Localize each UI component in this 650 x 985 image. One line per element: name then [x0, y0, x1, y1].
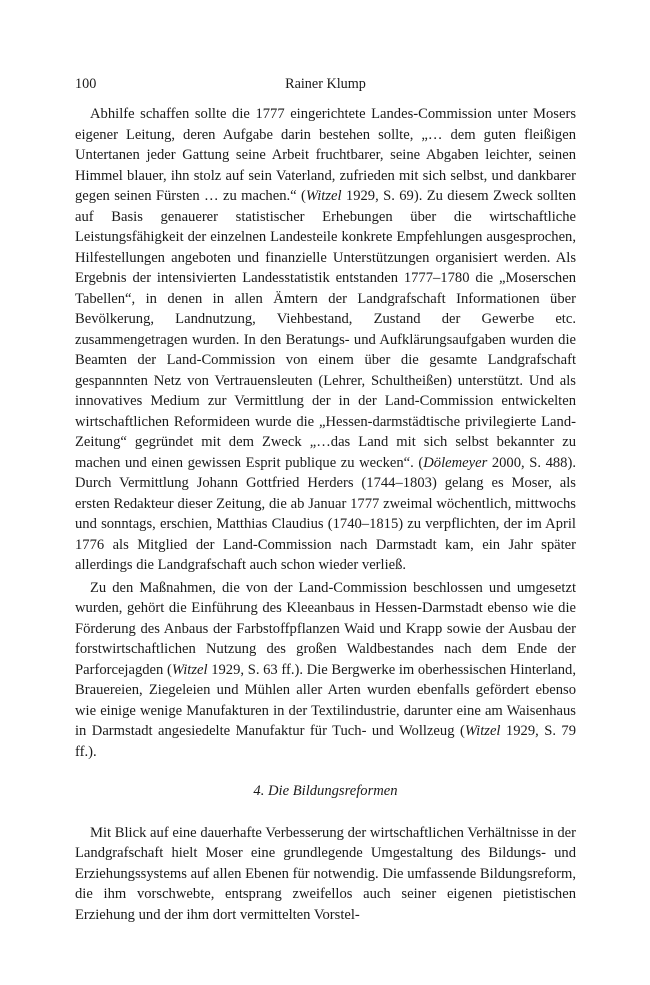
text-run: 1929, S. 63 ff.). Die Bergwerke im oberhessischen Hinterland, Brauereien, Ziegeleien und Mühlen aller Arten wurden ebenfalls gefördert ebenso wie einige wenige Manufakturen in der Textilindustrie, darunter eine am Waisenhaus in Darmstadt angesiedelte Manufaktur für Tuch- und Wollzeug ( [75, 661, 576, 739]
section-heading: 4. Die Bildungsreformen [253, 783, 398, 799]
paragraph [75, 578, 576, 763]
cited-author: Dölemeyer [423, 454, 488, 471]
text-run: Zu den Maßnahmen, die von der Land-Commission beschlossen und umgesetzt wurden, gehört die Einführung des Kleeanbaus in Hessen-Darmstadt ebenso wie die Förderung des Anbaus der Farbstoffpflanzen Waid und Krapp sowie der Ausbau der forstwirtschaftlichen Nutzung des großen Waldbestandes nach dem Ende der Parforcejagden ( [75, 579, 576, 678]
page-header [75, 74, 576, 94]
page-number: 100 [75, 76, 97, 92]
text-run: 1929, S. 69). Zu diesem Zweck sollten auf Basis genauerer statistischer Erhebungen über die wirtschaftliche Leistungsfähigkeit der einzelnen Landesteile konkrete Empfehlungen ausgesprochen, Hilfestellungen angeboten und finanzielle Unterstützungen organisiert werden. Als Ergebnis der intensivierten Landesstatistik entstanden 1777–1780 die „Moserschen Tabellen“, in denen in allen Ämtern der Landgrafschaft Informationen über Bevölkerung, Landnutzung, Viehbestand, Zustand der Gewerbe etc. zusammengetragen wurden. In den Beratungs- und Aufklärungsaufgaben wurden die Beamten der Land-Commission von einem über die gesamte Landgrafschaft gespannnten Netz von Vertrauensleuten (Lehrer, Schultheißen) unterstützt. Und als innovatives Medium zur Vermittlung der in der Land-Commission entwickelten wirtschaftlichen Reformideen wurde die „Hessen-darmstädtische privilegierte Land-Zeitung“ gegründet mit dem Zweck „…das Land mit sich selbst bekannter zu machen und einen gewissen Esprit publique zu wecken“. ( [75, 188, 576, 471]
text-run: Mit Blick auf eine dauerhafte Verbesserung der wirtschaftlichen Verhältnisse in der Landgrafschaft hielt Moser eine grundlegende Umgestaltung des Bildungs- und Erziehungssystems auf allen Ebenen für notwendig. Die umfassende Bildungsreform, die ihm vorschwebte, entsprang zweifellos auch seiner eigenen pietistischen Erziehung und der ihm dort vermittelten Vorstel- [75, 824, 576, 923]
page [75, 0, 576, 925]
cited-author: Witzel [464, 723, 501, 739]
paragraph [75, 104, 576, 576]
cited-author: Witzel [305, 188, 342, 204]
text-run: 1929, S. 79 ff.). [75, 723, 576, 760]
text-run: 2000, S. 488). Durch Vermittlung Johann Gottfried Herders (1744–1803) gelang es Moser, als ersten Redakteur dieser Zeitung, die ab Januar 1777 zweimal wöchentlich, mittwochs und sonntags, erschien, Matthias Claudius (1740–1815) zu verpflichten, der im April 1776 als Mitglied der Land-Commission nach Darmstadt kam, ein Jahr später allerdings die Landgrafschaft auch schon wieder verließ. [75, 454, 576, 573]
cited-author: Witzel [171, 661, 208, 678]
page-body [75, 104, 576, 925]
paragraph [75, 823, 576, 926]
running-head: Rainer Klump [285, 76, 366, 92]
text-run: Abhilfe schaffen sollte die 1777 eingerichtete Landes-Commission unter Mosers eigener Leitung, deren Aufgabe darin bestehen sollte, „… dem guten fleißigen Untertanen jeder Gattung seine Arbeit fruchtbarer, seine Abgaben leichter, seinen Himmel blauer, ihn stolz auf sein Vaterland, zufrieden mit sich selbst, und dankbarer gegen seinen Fürsten … zu machen.“ ( [75, 106, 576, 204]
